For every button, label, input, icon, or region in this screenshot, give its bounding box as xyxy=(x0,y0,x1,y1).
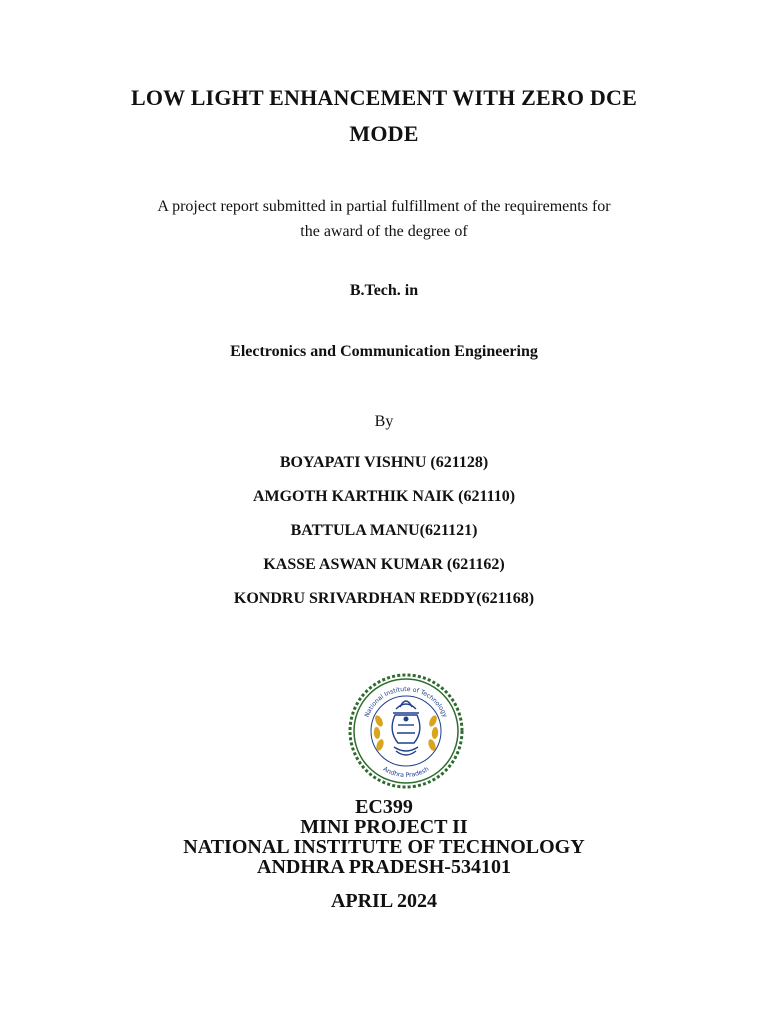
submission-statement xyxy=(0,194,768,244)
institution-block xyxy=(0,797,768,877)
by-label: By xyxy=(374,413,394,430)
author-item: KONDRU SRIVARDHAN REDDY(621168) xyxy=(233,590,535,607)
author-item: BATTULA MANU(621121) xyxy=(290,522,478,539)
report-title-line-2: MODE xyxy=(349,121,419,146)
institute-emblem-icon xyxy=(348,673,464,789)
degree-name: B.Tech. in xyxy=(349,282,419,299)
institute-name: NATIONAL INSTITUTE OF TECHNOLOGY xyxy=(183,836,585,858)
submission-statement-line-1: A project report submitted in partial fulfillment of the requirements for xyxy=(157,198,611,215)
course-name: MINI PROJECT II xyxy=(300,816,468,838)
emblem-text-top: National Institute of Technology xyxy=(363,685,449,719)
report-title xyxy=(0,80,768,152)
emblem-text-bottom: Andhra Pradesh xyxy=(381,765,431,780)
department-name: Electronics and Communication Engineering xyxy=(230,343,538,360)
author-item: KASSE ASWAN KUMAR (621162) xyxy=(263,556,505,573)
submission-date: APRIL 2024 xyxy=(330,890,438,912)
submission-statement-line-2: the award of the degree of xyxy=(300,223,468,240)
course-code: EC399 xyxy=(355,796,413,818)
author-list xyxy=(0,446,768,616)
author-item: BOYAPATI VISHNU (621128) xyxy=(279,454,489,471)
report-title-line-1: LOW LIGHT ENHANCEMENT WITH ZERO DCE xyxy=(131,85,637,110)
author-item: AMGOTH KARTHIK NAIK (621110) xyxy=(252,488,516,505)
institute-location: ANDHRA PRADESH-534101 xyxy=(257,856,511,878)
